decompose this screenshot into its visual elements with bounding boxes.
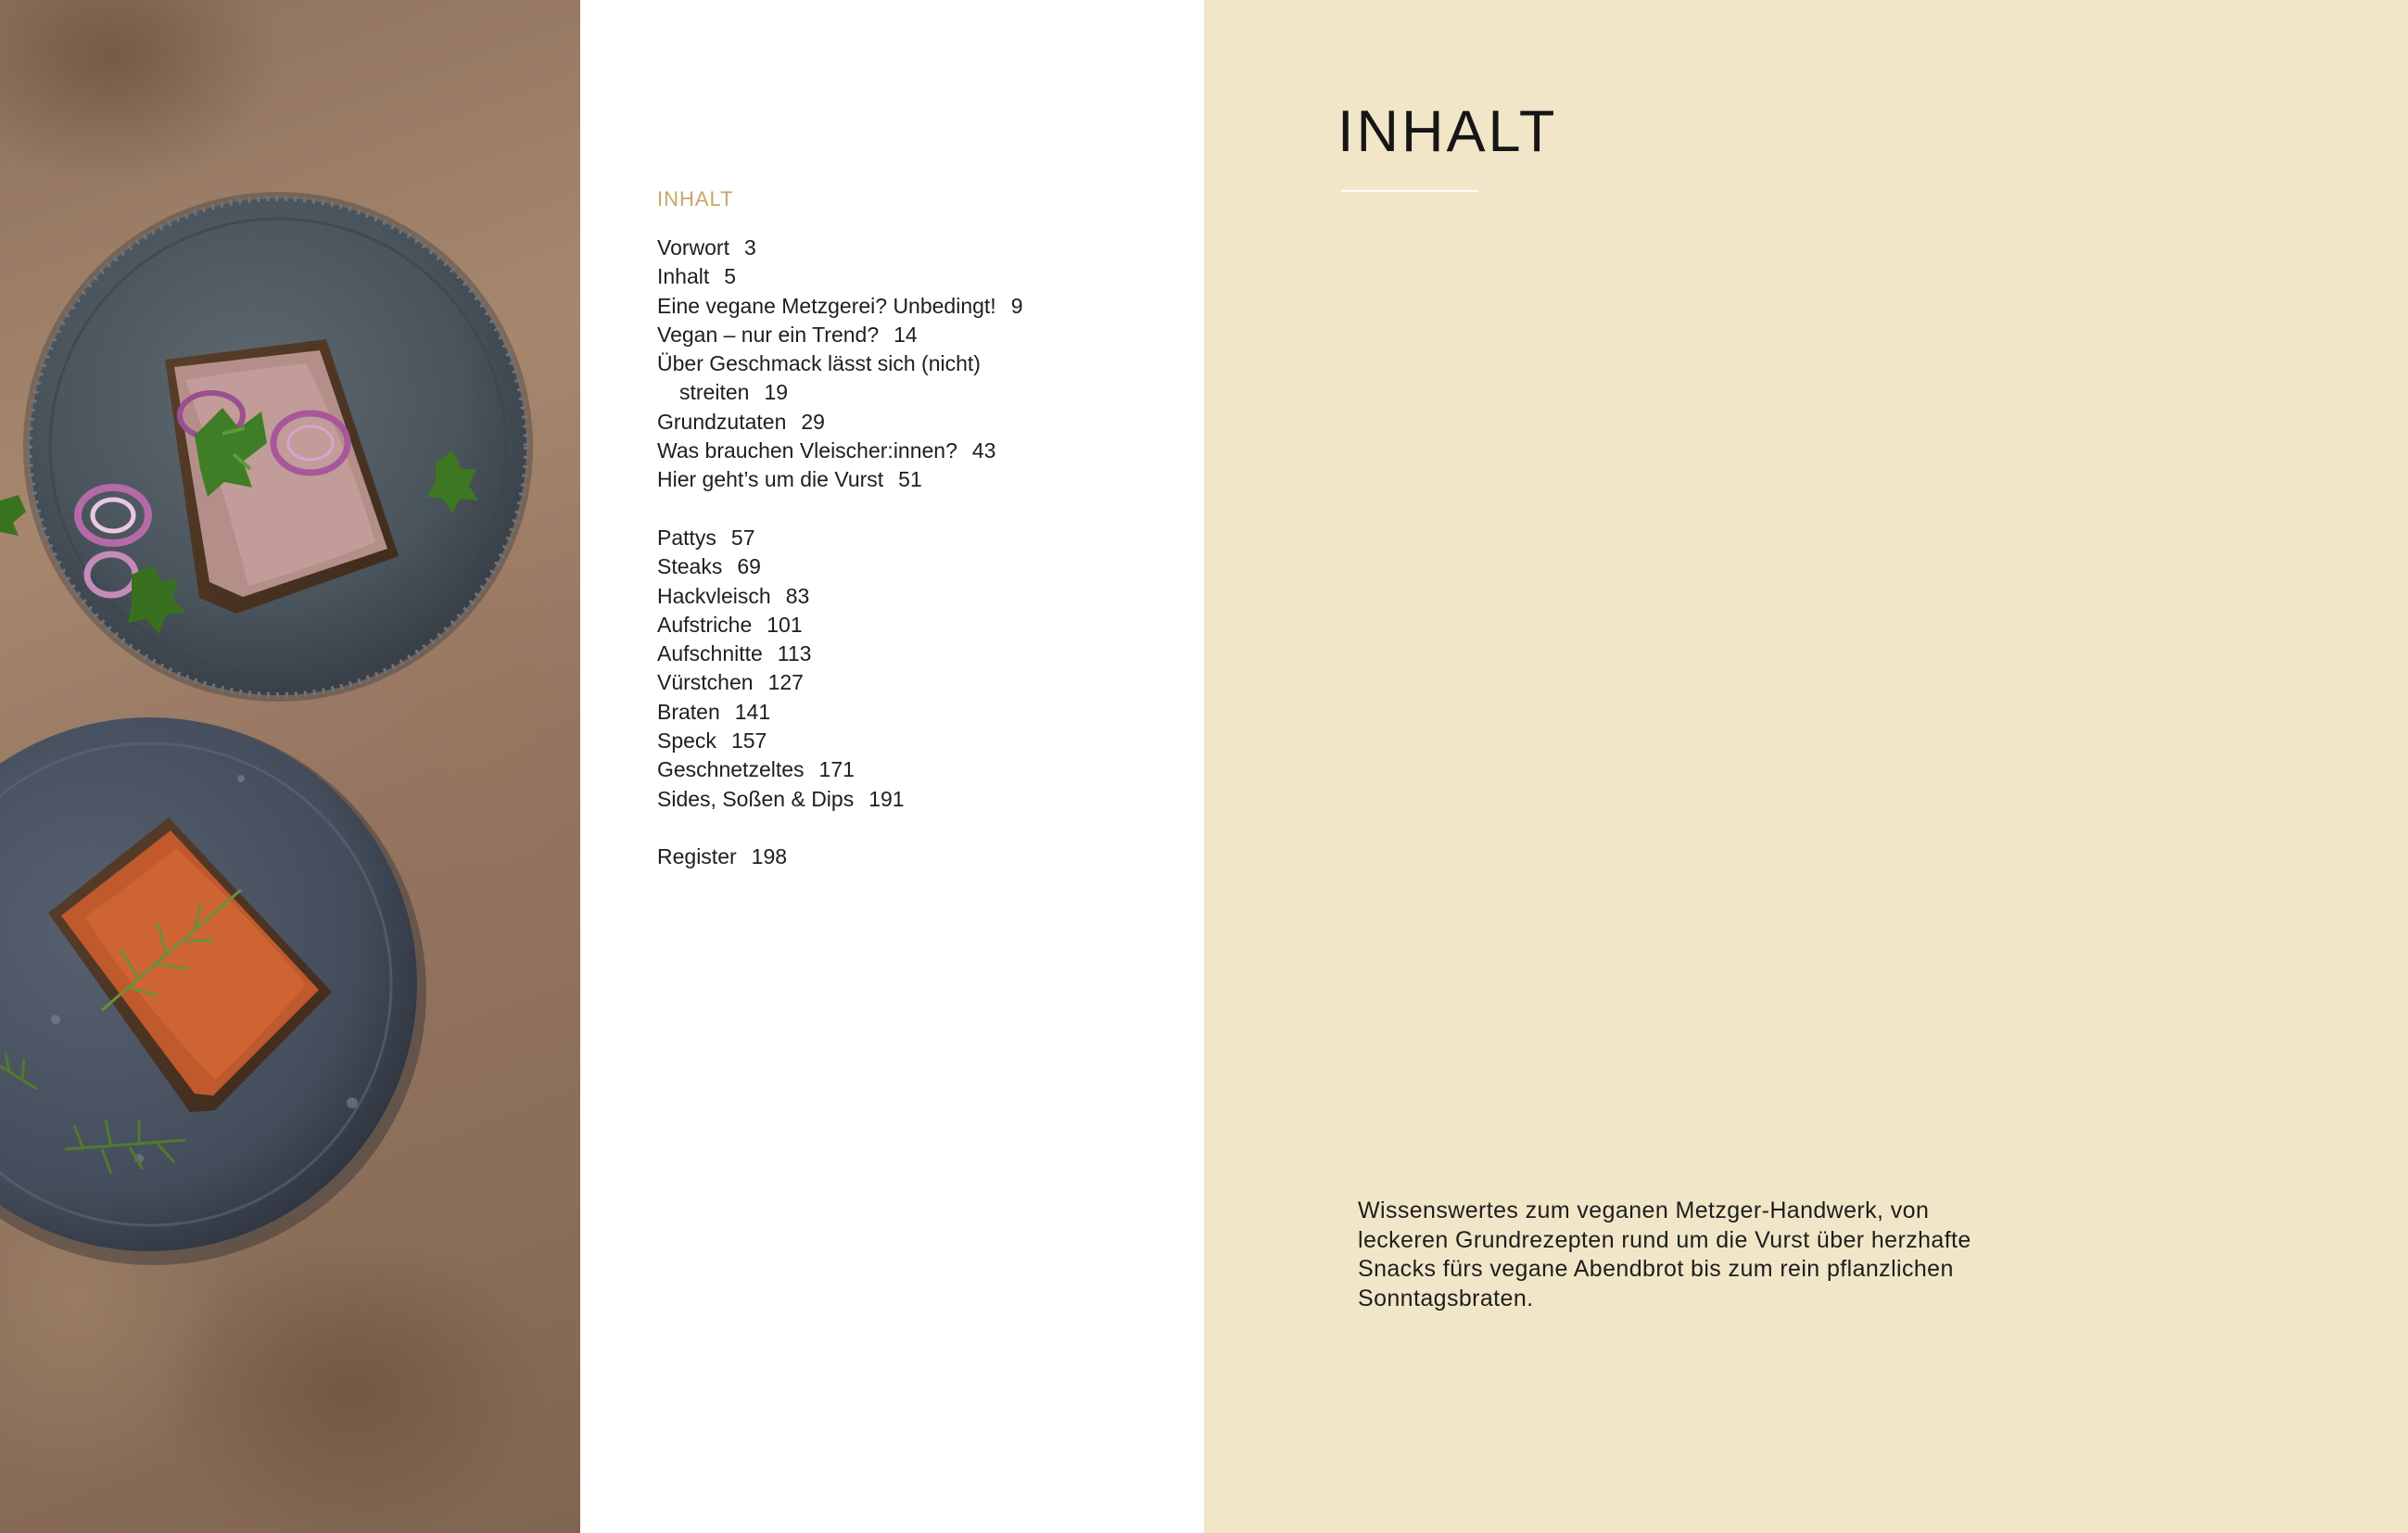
toc-entry-page: 141 [734, 699, 771, 724]
toc-page [580, 0, 1204, 1533]
toc-entry-title: Speck [657, 728, 716, 754]
toc-entry-title: Hier geht’s um die Vurst [657, 467, 884, 492]
toc-entry [657, 437, 1022, 465]
food-photo-illustration [0, 0, 580, 1533]
toc-entry [657, 611, 1022, 640]
toc-entry-page: 57 [730, 525, 755, 550]
toc-entry-title: Vorwort [657, 235, 729, 260]
toc-entry-page: 191 [868, 786, 905, 811]
toc-entry-title: Geschnetzeltes [657, 757, 805, 782]
toc-entry-title: Pattys [657, 525, 716, 550]
toc-entry [657, 262, 1022, 291]
toc-entry [657, 755, 1022, 784]
toc-entry-page: 69 [737, 554, 761, 579]
toc-entry [657, 843, 1022, 871]
toc-entry-page: 171 [818, 757, 855, 782]
toc-heading: INHALT [657, 187, 734, 210]
toc-entry-title: Was brauchen Vleischer:innen? [657, 438, 957, 463]
toc-entry-title: Eine vegane Metzgerei? Unbedingt! [657, 293, 996, 318]
toc-entry-page: 5 [724, 264, 737, 289]
toc-entry-page: 113 [777, 641, 812, 666]
toc-entry-page: 14 [893, 322, 918, 347]
toc-entry [657, 524, 1022, 552]
toc-entry-page: 51 [898, 467, 922, 492]
intro-paragraph: Wissenswertes zum veganen Metzger-Handwerk, von leckeren Grundrezepten rund um die Vurst über herzhafte Snacks fürs vegane Abendbrot bis zum rein pflanzlichen Sonntagsbraten. [1358, 1197, 1971, 1311]
toc-entry-page: 9 [1010, 293, 1023, 318]
toc-entry-page: 3 [743, 235, 756, 260]
toc-entry-page: 29 [801, 409, 825, 434]
intro-page [1204, 0, 2408, 1533]
toc-entry-title: Grundzutaten [657, 409, 787, 434]
toc-entry [657, 785, 1022, 814]
toc-entry-page: 127 [767, 670, 804, 695]
toc-entry [657, 582, 1022, 611]
page-title: INHALT [1337, 99, 1558, 164]
toc-entry-page: 198 [751, 844, 788, 869]
toc-entry [657, 349, 1022, 378]
toc-entry-title: Über Geschmack lässt sich (nicht) [657, 351, 981, 376]
toc-entry-title: Vegan – nur ein Trend? [657, 322, 880, 347]
toc-entry-page: 157 [730, 728, 767, 754]
toc-entry [657, 552, 1022, 581]
toc-entry-title: Aufstriche [657, 612, 753, 637]
toc-list [657, 234, 1022, 872]
toc-entry-continued [657, 378, 1022, 407]
toc-entry [657, 234, 1022, 262]
title-divider [1341, 190, 1478, 192]
toc-entry-title: Braten [657, 699, 720, 724]
toc-entry [657, 321, 1022, 349]
toc-entry-page: 83 [785, 583, 810, 608]
toc-entry [657, 465, 1022, 494]
toc-entry [657, 698, 1022, 727]
toc-entry-title: Steaks [657, 554, 723, 579]
toc-entry [657, 727, 1022, 755]
toc-entry-title: streiten [679, 380, 750, 405]
toc-entry-title: Register [657, 844, 737, 869]
toc-entry [657, 408, 1022, 437]
toc-entry [657, 640, 1022, 668]
toc-entry-page: 43 [971, 438, 996, 463]
toc-entry [657, 292, 1022, 321]
toc-entry-title: Inhalt [657, 264, 710, 289]
toc-entry-title: Hackvleisch [657, 583, 771, 608]
food-photo [0, 0, 580, 1533]
toc-entry [657, 668, 1022, 697]
toc-entry-title: Sides, Soßen & Dips [657, 786, 855, 811]
toc-entry-page: 101 [767, 612, 803, 637]
toc-entry-title: Aufschnitte [657, 641, 763, 666]
toc-entry-page: 19 [764, 380, 789, 405]
toc-entry-title: Vürstchen [657, 670, 754, 695]
